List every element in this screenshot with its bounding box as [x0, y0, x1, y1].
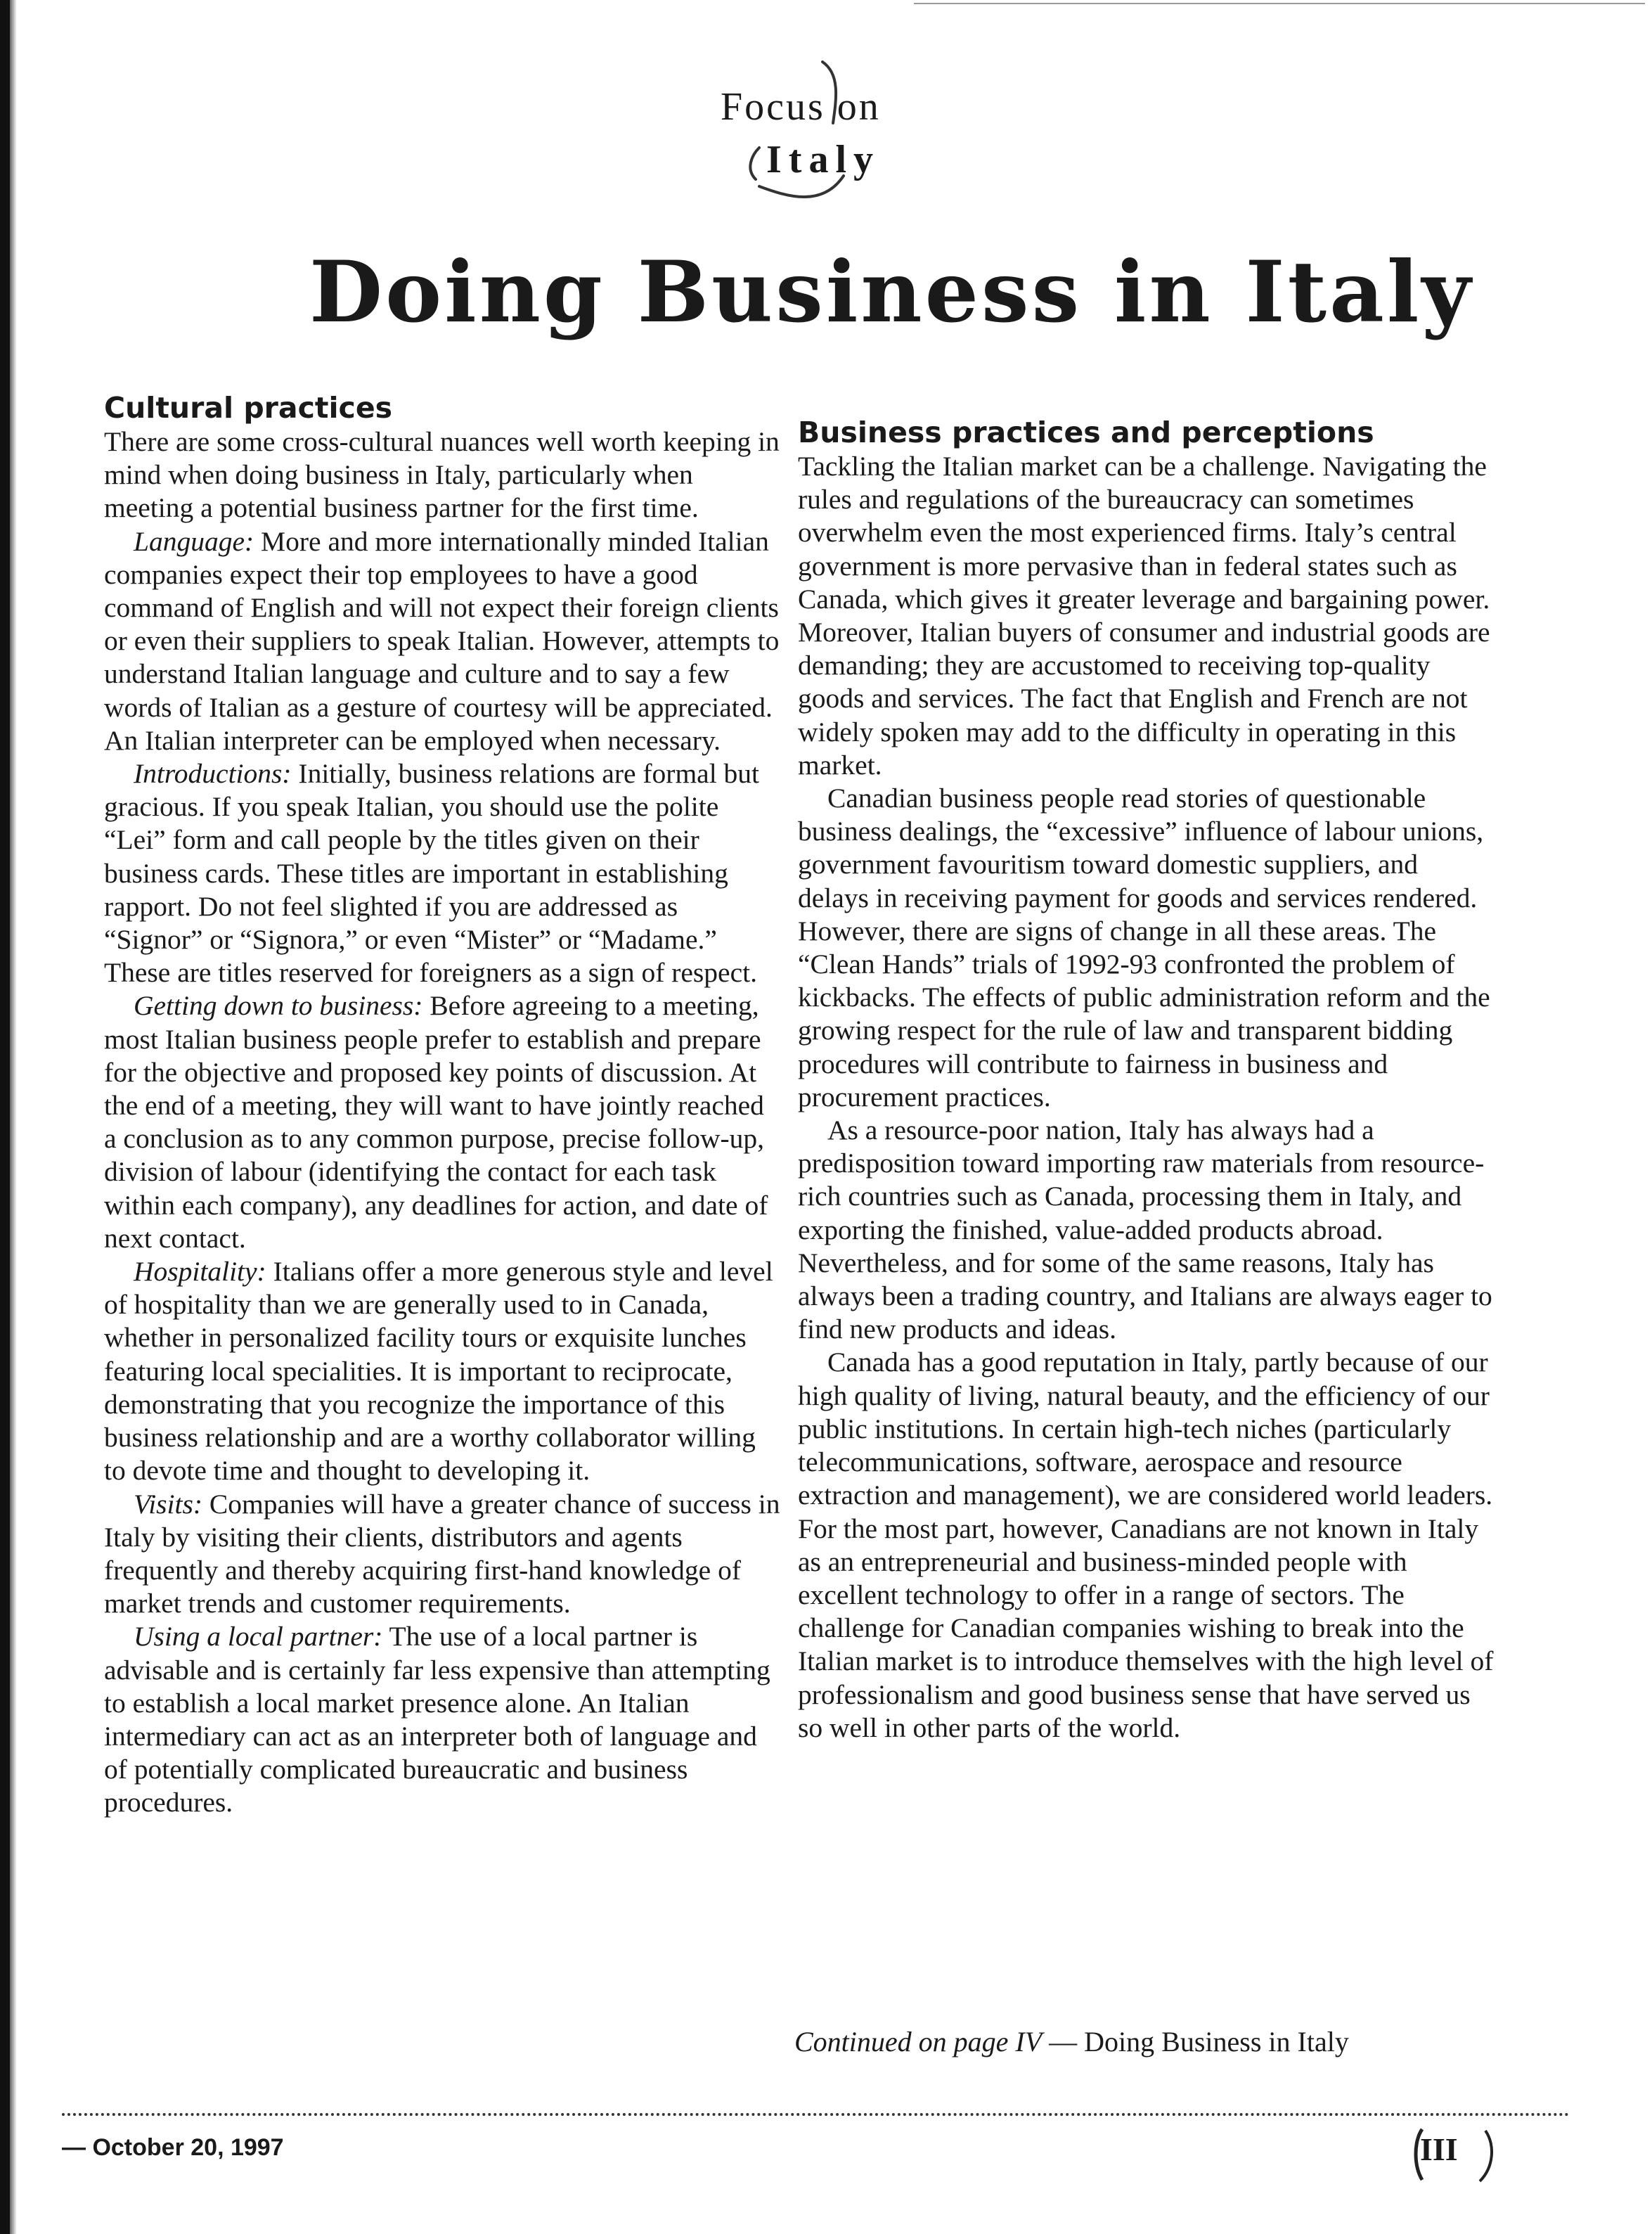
section-label-bottom: Italy: [766, 138, 880, 181]
continued-page-ref: Continued on page IV: [794, 2026, 1043, 2058]
paragraph-local-partner: [104, 1620, 782, 1819]
paragraph-hospitality: [104, 1255, 782, 1487]
page-number: III: [1420, 2131, 1458, 2167]
article-title: Doing Business in Italy: [309, 243, 1474, 342]
paragraph-getting-down-to-business: [104, 989, 782, 1255]
left-intro-paragraph: There are some cross-cultural nuances well worth keeping in mind when doing business in Italy, particularly when meeting a potential business partner for the first time.: [104, 426, 780, 524]
footer-date: — October 20, 1997: [62, 2134, 284, 2161]
left-column: [104, 390, 782, 1820]
paragraph-body: More and more internationally minded Italian companies expect their top employees to have a good command of English and will not expect their foreign clients or even their suppliers to speak Italian. However, attempts to understand Italian language and culture and to say a few words of Italian as a gesture of courtesy will be appreciated. An Italian interpreter can be employed when necessary.: [104, 525, 780, 756]
paragraph-lead: Hospitality:: [134, 1256, 266, 1288]
paragraph-language: [104, 525, 782, 757]
continued-notice: [794, 2025, 1349, 2058]
paragraph-lead: Getting down to business:: [134, 990, 423, 1022]
continued-article-ref: — Doing Business in Italy: [1042, 2026, 1349, 2058]
paragraph-body: Before agreeing to a meeting, most Italian business people prefer to establish and prepare for the objective and proposed key points of discussion. At the end of a meeting, they will want to have jointly reached a conclusion as to any common purpose, precise follow-up, division of labour (identifying the contact for each task within each company), any deadlines for action, and date of next contact.: [104, 990, 768, 1254]
right-column: [798, 415, 1494, 1745]
paragraph-lead: Visits:: [134, 1488, 203, 1520]
paragraph-body: The use of a local partner is advisable and is certainly far less expensive than attempting to establish a local market presence alone. An Italian intermediary can act as an interpreter both of language and of potentially complicated bureaucratic and business procedures.: [104, 1621, 770, 1818]
paragraph-lead: Introductions:: [134, 758, 292, 790]
left-section-heading: Cultural practices: [104, 391, 393, 425]
paragraph-body: Companies will have a greater chance of success in Italy by visiting their clients, distributors and agents frequently and thereby acquiring first-hand knowledge of market trends and customer requirements.: [104, 1488, 780, 1619]
scan-top-edge: [914, 3, 1645, 4]
section-label-top: Focus on: [721, 85, 881, 129]
right-intro-paragraph: Tackling the Italian market can be a challenge. Navigating the rules and regulations of the bureaucracy can sometimes overwhelm even the most experienced firms. Italy’s central government is more pervasive than in federal states such as Canada, which gives it greater leverage and bargaining power. Moreover, Italian buyers of consumer and industrial goods are demanding; they are accustomed to receiving top-quality goods and services. The fact that English and French are not widely spoken may add to the difficulty in operating in this market.: [798, 451, 1490, 781]
paragraph-body: Initially, business relations are formal but gracious. If you speak Italian, you should use the polite “Lei” form and call people by the titles given on their business cards. These titles are important in establishing rapport. Do not feel slighted if you are addressed as “Signor” or “Signora,” or even “Mister” or “Madame.” These are titles reserved for foreigners as a sign of respect.: [104, 758, 760, 989]
paragraph-lead: Language:: [134, 525, 254, 557]
paragraph-resource-poor-nation: As a resource-poor nation, Italy has always had a predisposition toward importing raw materials from resource-rich countries such as Canada, processing them in Italy, and exporting the finished, value-added products abroad. Nevertheless, and for some of the same reasons, Italy has always been a trading country, and Italians are always eager to find new products and ideas.: [798, 1115, 1492, 1345]
scan-binding-shadow: [10, 0, 17, 2234]
paragraph-body: Italians offer a more generous style and level of hospitality than we are generally used to in Canada, whether in personalized facility tours or exquisite lunches featuring local specialities. It is important to reciprocate, demonstrating that you recognize the importance of this business relationship and are a worthy collaborator willing to devote time and thought to developing it.: [104, 1256, 773, 1487]
paragraph-canadian-perceptions: Canadian business people read stories of questionable business dealings, the “excessive” influence of labour unions, government favouritism toward domestic suppliers, and delays in receiving payment for goods and services rendered. However, there are signs of change in all these areas. The “Clean Hands” trials of 1992-93 confronted the problem of kickbacks. The effects of public administration reform and the growing respect for the rule of law and transparent bidding procedures will contribute to fairness in business and procurement practices.: [798, 783, 1490, 1112]
scan-binding-edge: [0, 0, 10, 2234]
paragraph-lead: Using a local partner:: [134, 1621, 383, 1652]
paragraph-visits: [104, 1488, 782, 1621]
right-section-heading: Business practices and perceptions: [798, 416, 1374, 449]
footer-dotted-rule: [62, 2113, 1570, 2116]
paragraph-canada-reputation: Canada has a good reputation in Italy, partly because of our high quality of living, natural beauty, and the efficiency of our public institutions. In certain high-tech niches (particularly telecommunications, software, aerospace and resource extraction and management), we are considered world leaders. For the most part, however, Canadians are not known in Italy as an entrepreneurial and business-minded people with excellent technology to offer in a range of sectors. The challenge for Canadian companies wishing to break into the Italian market is to introduce themselves with the high level of professionalism and good business sense that have served us so well in other parts of the world.: [798, 1347, 1494, 1743]
paragraph-introductions: [104, 757, 782, 989]
